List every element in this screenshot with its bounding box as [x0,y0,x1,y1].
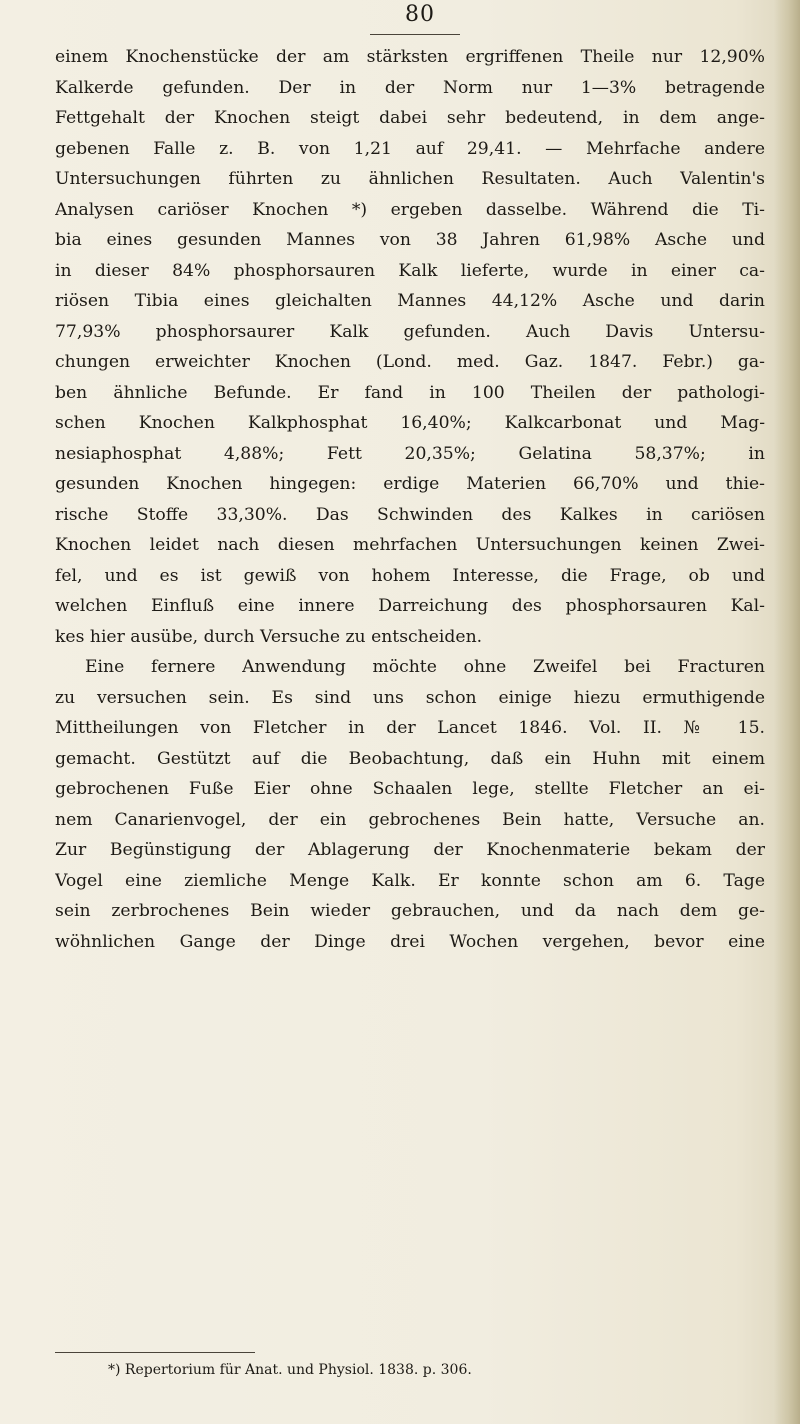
text-line-10: 77,93% phosphorsaurer Kalk gefunden. Auch Davis Untersu- [55,321,765,342]
text-line-21: Eine fernere Anwendung möchte ohne Zweifel bei Fracturen [85,657,765,677]
text-line-4: gebenen Falle z. B. von 1,21 auf 29,41. — Mehrfache andere [55,138,765,159]
text-line-23: Mittheilungen von Fletcher in der Lancet 1846. Vol. II. № 15. [55,718,765,738]
text-line-1: einem Knochenstücke der am stärksten ergriffenen Theile nur 12,90% [55,47,765,67]
text-line-25: gebrochenen Fuße Eier ohne Schaalen lege, stellte Fletcher an ei- [55,779,765,799]
text-line-16: rische Stoffe 33,30%. Das Schwinden des Kalkes in cariösen [55,504,765,525]
text-line-20: kes hier ausübe, durch Versuche zu entscheiden. [55,626,483,647]
text-line-19: welchen Einfluß eine innere Darreichung des phosphorsauren Kal- [55,596,765,616]
text-line-22: zu versuchen sein. Es sind uns schon einige hiezu ermuthigende [55,687,765,708]
text-line-2: Kalkerde gefunden. Der in der Norm nur 1—3% betragende [55,77,765,98]
text-line-6: Analysen cariöser Knochen *) ergeben dasselbe. Während die Ti- [55,199,765,220]
page-number: 80 [405,2,435,27]
text-line-9: riösen Tibia eines gleichalten Mannes 44,12% Asche und darin [55,291,765,311]
footnote: *) Repertorium für Anat. und Physiol. 1838. p. 306. [108,1362,472,1378]
text-line-28: Vogel eine ziemliche Menge Kalk. Er konnte schon am 6. Tage [55,870,765,891]
text-line-3: Fettgehalt der Knochen steigt dabei sehr bedeutend, in dem ange- [55,108,765,128]
text-line-26: nem Canarienvogel, der ein gebrochenes Bein hatte, Versuche an. [55,809,765,830]
text-line-8: in dieser 84% phosphorsauren Kalk lieferte, wurde in einer ca- [55,260,765,281]
page-edge-shadow [774,0,800,1424]
text-line-24: gemacht. Gestützt auf die Beobachtung, daß ein Huhn mit einem [55,748,765,769]
text-line-29: sein zerbrochenes Bein wieder gebrauchen, und da nach dem ge- [55,901,765,921]
text-line-5: Untersuchungen führten zu ähnlichen Resultaten. Auch Valentin's [55,169,765,189]
text-line-27: Zur Begünstigung der Ablagerung der Knochenmaterie bekam der [55,840,765,860]
text-line-15: gesunden Knochen hingegen: erdige Materien 66,70% und thie- [55,474,765,494]
text-line-14: nesiaphosphat 4,88%; Fett 20,35%; Gelatina 58,37%; in [55,443,765,464]
text-line-12: ben ähnliche Befunde. Er fand in 100 Theilen der pathologi- [55,382,765,403]
text-line-11: chungen erweichter Knochen (Lond. med. Gaz. 1847. Febr.) ga- [55,352,765,372]
body-text [55,42,765,957]
text-line-30: wöhnlichen Gange der Dinge drei Wochen vergehen, bevor eine [55,931,765,952]
text-line-17: Knochen leidet nach diesen mehrfachen Untersuchungen keinen Zwei- [55,535,765,555]
text-line-18: fel, und es ist gewiß von hohem Interesse, die Frage, ob und [55,565,765,586]
footnote-rule [55,1352,255,1353]
header-rule [370,34,460,35]
text-line-13: schen Knochen Kalkphosphat 16,40%; Kalkcarbonat und Mag- [55,413,765,433]
text-line-7: bia eines gesunden Mannes von 38 Jahren 61,98% Asche und [55,230,765,250]
